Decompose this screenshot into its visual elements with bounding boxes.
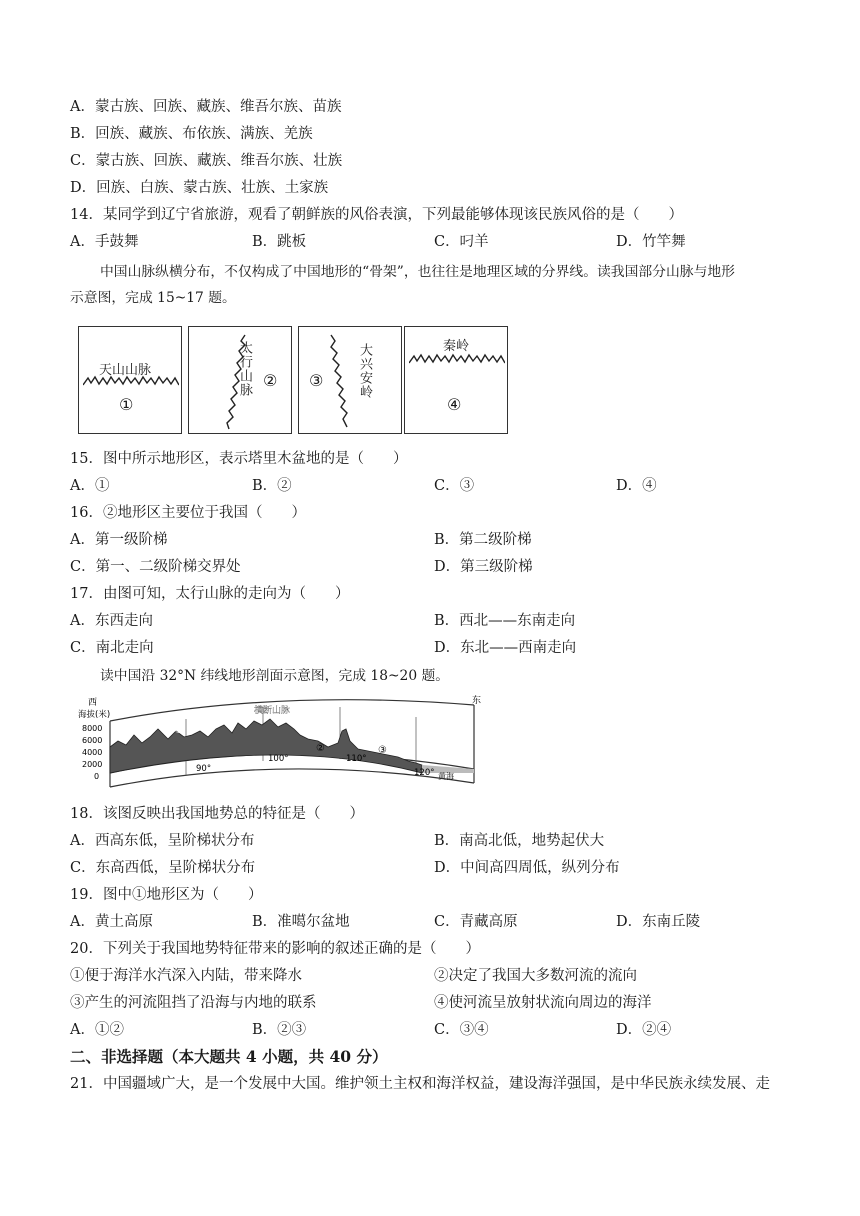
q18-option-c: C．东高西低，呈阶梯状分布 (70, 860, 256, 876)
q15-option-d: D．④ (616, 478, 657, 494)
profile-xprefix: 东经 (112, 774, 130, 784)
region-label-2: ② (316, 743, 325, 754)
xtick-80: 80° (140, 772, 156, 782)
box2-number: ② (263, 371, 278, 390)
sea-label: 黄海 (438, 772, 454, 781)
box4-number: ④ (447, 395, 462, 414)
profile-ylabel: 海拔(米) (78, 710, 111, 720)
q20-statement-1: ①便于海洋水汽深入内陆，带来降水 (70, 968, 302, 984)
q20-statement-2: ②决定了我国大多数河流的流向 (434, 968, 637, 984)
peak-label: 横断山脉 (254, 706, 291, 716)
q20-statement-3: ③产生的河流阻挡了沿海与内地的联系 (70, 995, 317, 1011)
box4-label: 秦岭 (443, 339, 470, 354)
q15-option-c: C．③ (434, 478, 475, 494)
q17-option-a: A．东西走向 (70, 613, 153, 629)
q19-option-c: C．青藏高原 (434, 914, 518, 930)
q20-statement-4: ④使河流呈放射状流向周边的海洋 (434, 995, 652, 1011)
q20-option-d: D．②④ (616, 1022, 672, 1038)
region-label-3: ③ (378, 745, 387, 756)
ytick-6000: 6000 (82, 736, 103, 745)
q14-option-c: C．叼羊 (434, 234, 489, 250)
q16-option-d: D．第三级阶梯 (434, 559, 533, 575)
xtick-120: 120° (414, 768, 435, 778)
xtick-100: 100° (268, 754, 289, 764)
q19-option-d: D．东南丘陵 (616, 914, 701, 930)
box1-number: ① (119, 395, 134, 414)
q20-stem: 20．下列关于我国地势特征带来的影响的叙述正确的是（ ） (70, 941, 480, 957)
q21-stem: 21．中国疆域广大，是一个发展中大国。维护领土主权和海洋权益，建设海洋强国，是中华民族永续发展、走 (70, 1076, 770, 1092)
q17-option-c: C．南北走向 (70, 640, 154, 656)
q16-stem: 16．②地形区主要位于我国（ ） (70, 505, 306, 521)
q14-option-a: A．手鼓舞 (70, 234, 139, 250)
profile-top-arc (110, 700, 474, 721)
box3-label: 大兴安岭 (357, 343, 372, 399)
passage-15-17-line2: 示意图，完成 15~17 题。 (70, 290, 236, 306)
mountain-box-4 (404, 326, 508, 434)
ytick-4000: 4000 (82, 748, 103, 757)
q17-option-d: D．东北——西南走向 (434, 640, 577, 656)
q14-option-d: D．竹竿舞 (616, 234, 686, 250)
q15-option-a: A．① (70, 478, 110, 494)
mountain-range-icon (409, 353, 505, 365)
ytick-2000: 2000 (82, 760, 103, 769)
profile-east-label: 东 (472, 696, 482, 706)
region-label-1: ① (174, 723, 184, 736)
profile-west-label: 西 (88, 698, 98, 708)
q20-option-b: B．②③ (252, 1022, 307, 1038)
q19-stem: 19．图中①地形区为（ ） (70, 887, 263, 903)
mountain-box-2 (188, 326, 292, 434)
q18-option-b: B．南高北低，地势起伏大 (434, 833, 605, 849)
q16-option-b: B．第二级阶梯 (434, 532, 532, 548)
q17-option-b: B．西北——东南走向 (434, 613, 576, 629)
q13-option-a: A．蒙古族、回族、藏族、维吾尔族、苗族 (70, 99, 342, 115)
ytick-8000: 8000 (82, 724, 103, 733)
q14-stem: 14．某同学到辽宁省旅游，观看了朝鲜族的风俗表演，下列最能够体现该民族风俗的是（ ） (70, 207, 683, 223)
box3-number: ③ (309, 371, 324, 390)
passage-18-20: 读中国沿 32°N 纬线地形剖面示意图，完成 18~20 题。 (100, 668, 450, 684)
ytick-0: 0 (94, 772, 100, 781)
q16-option-c: C．第一、二级阶梯交界处 (70, 559, 241, 575)
q13-option-d: D．回族、白族、蒙古族、壮族、土家族 (70, 180, 329, 196)
q18-stem: 18．该图反映出我国地势总的特征是（ ） (70, 806, 364, 822)
box2-label: 太行山脉 (237, 341, 252, 397)
q15-stem: 15．图中所示地形区，表示塔里木盆地的是（ ） (70, 451, 408, 467)
xtick-110: 110° (346, 754, 367, 764)
q15-option-b: B．② (252, 478, 292, 494)
terrain-profile-figure (78, 695, 488, 795)
q13-option-b: B．回族、藏族、布依族、满族、羌族 (70, 126, 313, 142)
q20-option-a: A．①② (70, 1022, 124, 1038)
q20-option-c: C．③④ (434, 1022, 489, 1038)
q19-option-a: A．黄土高原 (70, 914, 153, 930)
mountain-box-3 (298, 326, 402, 434)
q18-option-a: A．西高东低，呈阶梯状分布 (70, 833, 255, 849)
q16-option-a: A．第一级阶梯 (70, 532, 168, 548)
xtick-90: 90° (196, 764, 212, 774)
q19-option-b: B．准噶尔盆地 (252, 914, 350, 930)
q18-option-d: D．中间高四周低，纵列分布 (434, 860, 620, 876)
q17-stem: 17．由图可知，太行山脉的走向为（ ） (70, 586, 350, 602)
q14-option-b: B．跳板 (252, 234, 307, 250)
passage-15-17-line1: 中国山脉纵横分布，不仅构成了中国地形的“骨架”，也往往是地理区域的分界线。读我国部分山脉与地形 (100, 264, 735, 280)
mountain-box-1 (78, 326, 182, 434)
q13-option-c: C．蒙古族、回族、藏族、维吾尔族、壮族 (70, 153, 343, 169)
box1-label: 天山山脉 (99, 363, 152, 378)
section2-title: 二、非选择题（本大题共 4 小题，共 40 分） (70, 1047, 388, 1066)
